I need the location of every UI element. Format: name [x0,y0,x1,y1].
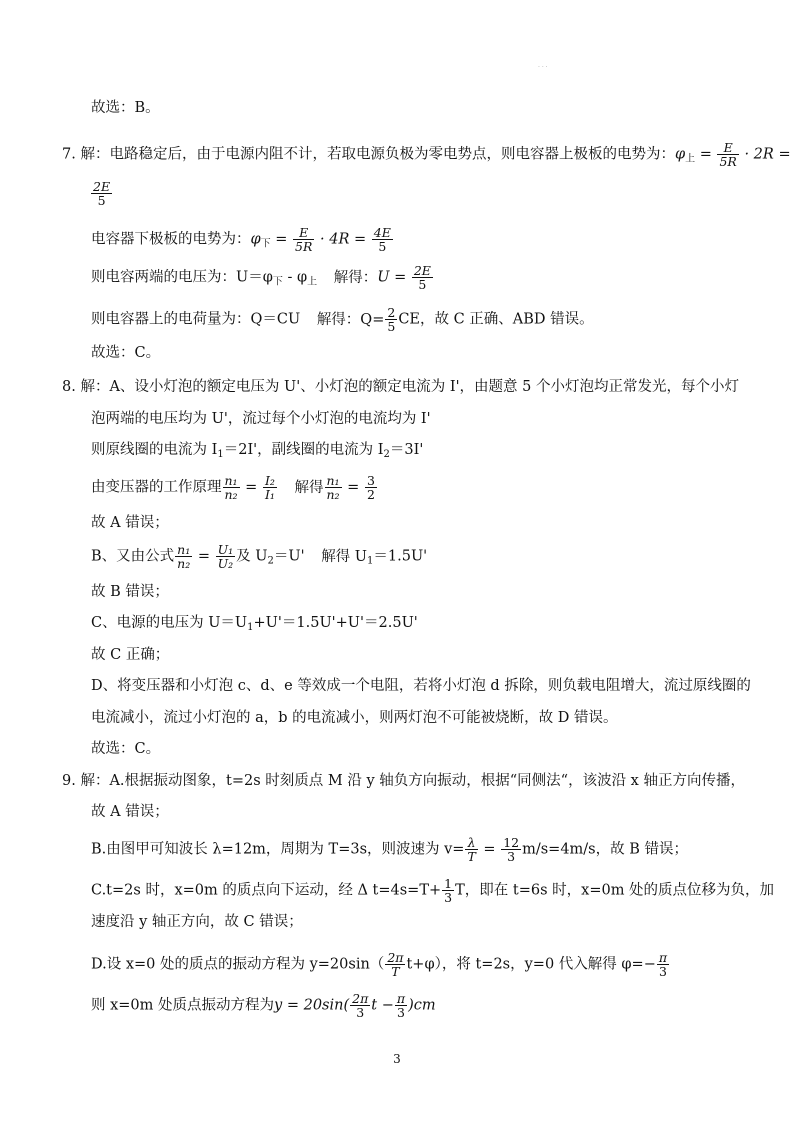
q7-line4: 则电容两端的电压为：$U=\varphi_下 - \varphi_上$ 解得：U = $\frac{2E}{5}$ [91,263,431,292]
fraction: $\frac{\lambda}{T}$ [467,835,476,864]
fraction: $\frac{\pi}{3}$ [658,950,668,979]
fraction: $\frac{12}{3}$ [503,835,520,864]
q8-line4: 由变压器的工作原理 $\frac{\text{n₁}}{\text{n₂}}$ = $\frac{\text{I₂}}{\text{I₁}}$ 解得 $\frac{\text{n₁}}{\text{n₂}}$ = $\frac{3}{2}$ [91,473,375,502]
q9-line1: 9. 解：A.根据振动图象，t=2s 时刻质点 M 沿 y 轴负方向振动，根据“同侧法“，该波沿 x 轴正方向传播， [62,773,745,789]
q8-line11: 电流减小，流过小灯泡的 a，b 的电流减小，则两灯泡不可能被烧断，故 D 错误。 [91,710,618,726]
q7-line2 [90,180,113,207]
fraction: $\frac{2\pi}{T}$ [387,950,404,979]
fraction: $\frac{\text{n₁}}{\text{n₂}}$ [224,473,238,502]
fraction: $\frac{\text{U₁}}{\text{U₂}}$ [217,542,234,571]
fraction: $\frac{\text{n₁}}{\text{n₂}}$ [177,542,191,571]
fraction: $\frac{1}{3}$ [444,876,453,905]
q9-line2: 故 A 错误； [91,804,169,820]
fraction: $\frac{\text{I₂}}{\text{I₁}}$ [264,473,275,502]
fraction: $\frac{2E}{5}$ [93,179,111,208]
q8-line3: 则原线圈的电流为 $I_1=2I'$，副线圈的电流为 $I_2=3I'$ [91,442,424,460]
q8-line8: C、电源的电压为 $U=U_1+U'=1.5U'+U'=2.5U'$ [91,615,418,633]
page-number: 3 [393,1052,401,1066]
fraction: $\frac{4E}{5}$ [373,225,391,254]
q8-answer: 故选：C。 [91,741,161,757]
q9-line4: C.t=2s 时，x=0m 的质点向下运动，经 Δ t=4s=T+ $\frac{1}{3}$ T，即在 t=6s 时，x=0m 处的质点位移为负，加 [91,876,775,905]
q8-line2: 泡两端的电压均为 U'，流过每个小灯泡的电流均为 I' [91,411,431,427]
q7-line3: 电容器下极板的电势为：$\varphi_下$ = $\frac{E}{5R}$ · 4R = $\frac{4E}{5}$ [91,225,391,254]
q8-line1: 8. 解：A、设小灯泡的额定电压为 U'、小灯泡的额定电流为 I'，由题意 5 个小灯泡均正常发光，每个小灯 [62,379,739,395]
q9-line3: B.由图甲可知波长 λ=12m，周期为 T=3s，则波速为 v= $\frac{\lambda}{T}$ = $\frac{12}{3}$ m/s=4m/s，故 B 错误； [91,835,688,864]
q6-answer: 故选：B。 [91,100,160,116]
q8-line9: 故 C 正确； [91,647,170,663]
q7-line1: 7. 解：电路稳定后，由于电源内阻不计，若取电源负极为零电势点，则电容器上极板的电势为：$\varphi_上$ = $\frac{E}{5R}$ · 2R = [62,140,791,169]
fraction: $\frac{E}{5R}$ [719,140,737,169]
q7-line5: 则电容器上的电荷量为：Q＝CU 解得：Q= $\frac{2}{5}$ CE，故 C 正确、ABD 错误。 [91,305,594,334]
fraction: $\frac{2}{5}$ [387,305,396,334]
scan-mark: . . . [538,62,548,69]
q7-answer: 故选：C。 [91,345,161,361]
q9-line5: 速度沿 y 轴正方向，故 C 错误； [91,914,303,930]
q8-line7: 故 B 错误； [91,584,169,600]
q8-line10: D、将变压器和小灯泡 c、d、e 等效成一个电阻，若将小灯泡 d 拆除，则负载电阻增大，流过原线圈的 [91,678,751,694]
fraction: $\frac{2\pi}{3}$ [352,991,369,1020]
fraction: $\frac{\pi}{3}$ [396,991,406,1020]
q9-line6: D.设 x=0 处的质点的振动方程为 y=20sin（ $\frac{2\pi}{T}$ t+φ），将 t=2s，y=0 代入解得 φ=− $\frac{\pi}{3}$ [91,950,668,979]
q8-line6: B、又由公式 $\frac{\text{n₁}}{\text{n₂}}$ = $\frac{\text{U₁}}{\text{U₂}}$ 及 $U_2=U'$ 解得 $U_1=1.5U'$ [91,542,428,571]
q8-line5: 故 A 错误； [91,515,169,531]
fraction: $\frac{3}{2}$ [366,473,375,502]
q9-line7: 则 x=0m 处质点振动方程为y = 20sin( $\frac{2\pi}{3}$ t − $\frac{\pi}{3}$ )cm [91,991,436,1020]
fraction: $\frac{E}{5R}$ [295,225,313,254]
fraction: $\frac{\text{n₁}}{\text{n₂}}$ [326,473,340,502]
fraction: $\frac{2E}{5}$ [413,263,431,292]
